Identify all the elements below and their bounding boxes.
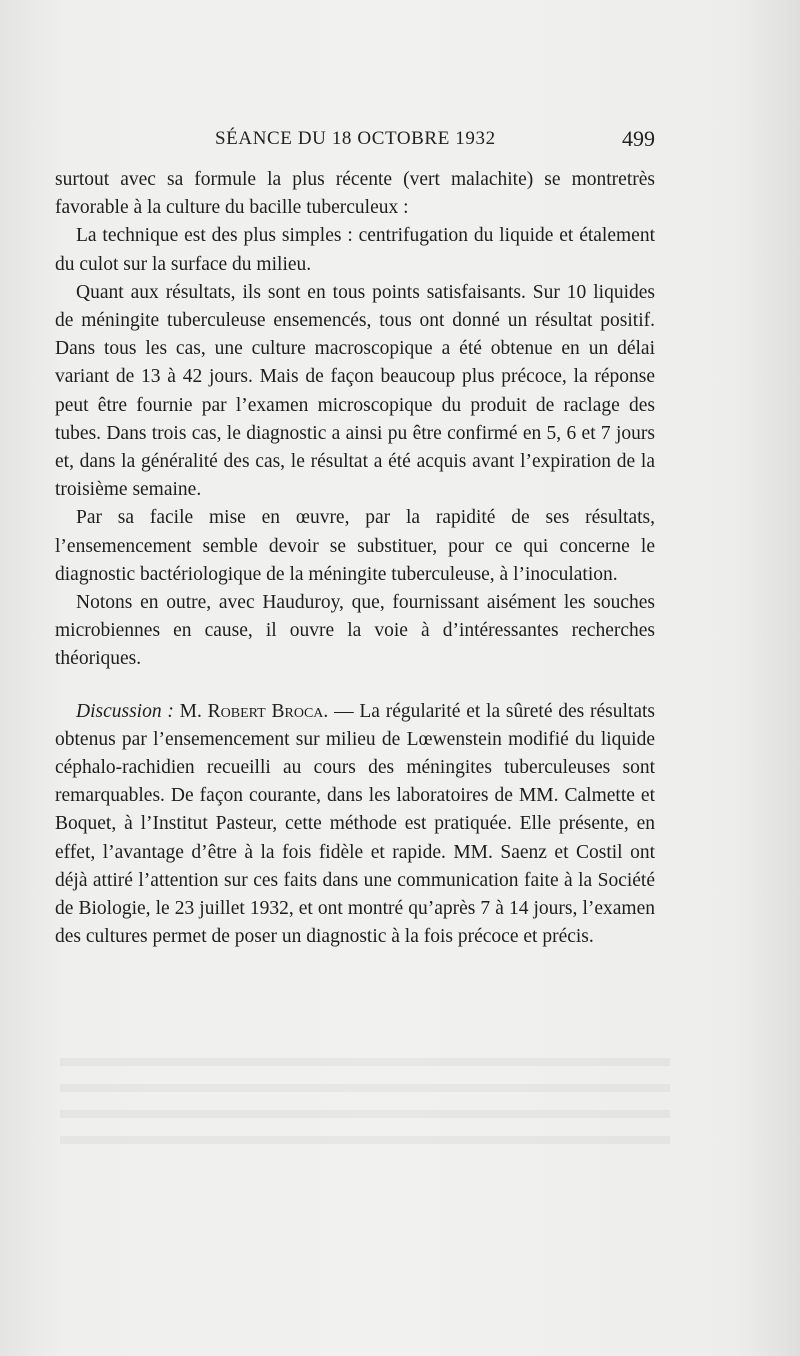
paragraph-conclusion: Par sa facile mise en œuvre, par la rapidité de ses résultats, l’ensemencement semble devoir se substituer, pour ce qui concerne le diagnostic bactériologique de la méningite tuberculeuse, à l’inoculation. xyxy=(55,507,655,585)
running-title: SÉANCE DU 18 OCTOBRE 1932 xyxy=(215,128,496,149)
page-header xyxy=(215,122,655,158)
discussion-label: Discussion : xyxy=(76,700,174,722)
discussion-speaker: M. Robert Broca. xyxy=(179,700,329,722)
discussion-text: — La régularité et la sûreté des résultats obtenus par l’ensemencement sur milieu de Lœwenstein modifié du liquide céphalo-rachidien recueilli au cours des méningites tuberculeuses sont remarquables. De façon courante, dans les laboratoires de MM. Calmette et Boquet, à l’Institut Pasteur, cette méthode est pratiquée. Elle présente, en effet, l’avantage d’être à la fois fidèle et rapide. MM. Saenz et Costil ont déjà attiré l’attention sur ces faits dans une communication faite à la Société de Biologie, le 23 juillet 1932, et ont montré qu’après 7 à 14 jours, l’examen des cultures permet de poser un diagnostic à la fois précoce et précis. xyxy=(55,700,656,948)
paragraph-continuation: surtout avec sa formule la plus récente (vert malachite) se montretrès favorable à la culture du bacille tuberculeux : xyxy=(55,169,655,219)
discussion-paragraph xyxy=(55,698,655,952)
paragraph-results: Quant aux résultats, ils sont en tous points satisfaisants. Sur 10 liquides de méningite tuberculeuse ensemencés, tous ont donné un résultat positif. Dans tous les cas, une culture macroscopique a été obtenue en un délai variant de 13 à 42 jours. Mais de façon beaucoup plus précoce, la réponse peut être fournie par l’examen microscopique du produit de raclage des tubes. Dans trois cas, le diagnostic a ainsi pu être confirmé en 5, 6 et 7 jours et, dans la généralité des cas, le résultat a été acquis avant l’expiration de la troisième semaine. xyxy=(55,281,655,501)
paragraph-technique: La technique est des plus simples : centrifugation du liquide et étalement du culot sur la surface du milieu. xyxy=(55,225,655,275)
page-number: 499 xyxy=(622,126,655,151)
show-through-bleed xyxy=(60,1040,670,1150)
body-text xyxy=(55,166,655,951)
paragraph-notons: Notons en outre, avec Hauduroy, que, fournissant aisément les souches microbiennes en cause, il ouvre la voie à d’intéressantes recherches théoriques. xyxy=(55,592,655,670)
section-gap xyxy=(55,674,655,698)
